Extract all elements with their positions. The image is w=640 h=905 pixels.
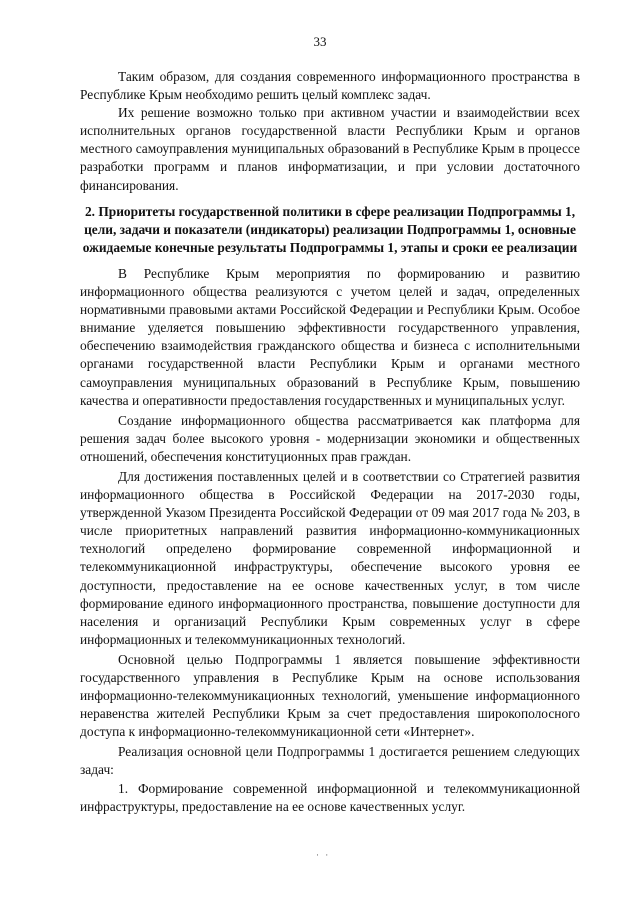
scan-artifact: · ·	[316, 850, 331, 860]
paragraph: Таким образом, для создания современного информационного пространства в Республике Крым необходимо решить целый комплекс задач.	[80, 69, 580, 103]
document-body	[80, 68, 580, 816]
paragraph: Основной целью Подпрограммы 1 является повышение эффективности государственного управления в Республике Крым на основе использования информационно-телекоммуникационных технологий, уменьшение информационного неравенства жителей Республики Крым за счет предоставления широкополосного доступа к информационно-телекоммуникационной сети «Интернет».	[80, 651, 580, 740]
page-number: 33	[313, 34, 327, 49]
paragraph: Для достижения поставленных целей и в соответствии со Стратегией развития информационного общества в Российской Федерации на 2017-2030 годы, утвержденной Указом Президента Российской Федерации от 09 мая 2017 года № 203, в числе приоритетных направлений развития информационно-коммуникационных технологий определено формирование современной информационной и телекоммуникационной инфраструктуры, обеспечение высокого уровня ее доступности, предоставление на ее основе качественных услуг, в том числе формирование единого информационного пространства, повышение доступности для населения и организаций Республики Крым современных услуг в сфере информационных и телекоммуникационных технологий.	[80, 468, 580, 647]
list-item: 1. Формирование современной информационной и телекоммуникационной инфраструктуры, предоставление на ее основе качественных услуг.	[80, 780, 580, 814]
paragraph: Реализация основной цели Подпрограммы 1 достигается решением следующих задач:	[80, 744, 580, 778]
paragraph: В Республике Крым мероприятия по формированию и развитию информационного общества реализуются с учетом целей и задач, определенных нормативными правовыми актами Российской Федерации и Республики Крым. Особое внимание уделяется повышению эффективности государственного управления, обеспечению взаимодействия гражданского общества и бизнеса с исполнительными органами государственной власти Республики Крым и органами местного самоуправления муниципальных образований в Республике Крым, повышению качества и оперативности предоставления государственных и муниципальных услуг.	[80, 265, 580, 408]
section-heading: 2. Приоритеты государственной политики в сфере реализации Подпрограммы 1, цели, задачи и показатели (индикаторы) реализации Подпрограммы 1, основные ожидаемые конечные результаты Подпрограммы 1, этапы и сроки ее реализации	[82, 203, 578, 255]
paragraph: Их решение возможно только при активном участии и взаимодействии всех исполнительных органов государственной власти Республики Крым и органов местного самоуправления муниципальных образований в Республике Крым в процессе разработки программ и планов информатизации, и при условии достаточного финансирования.	[80, 105, 580, 193]
paragraph: Создание информационного общества рассматривается как платформа для решения задач более высокого уровня - модернизации экономики и общественных отношений, обеспечения конституционных прав граждан.	[80, 412, 580, 464]
